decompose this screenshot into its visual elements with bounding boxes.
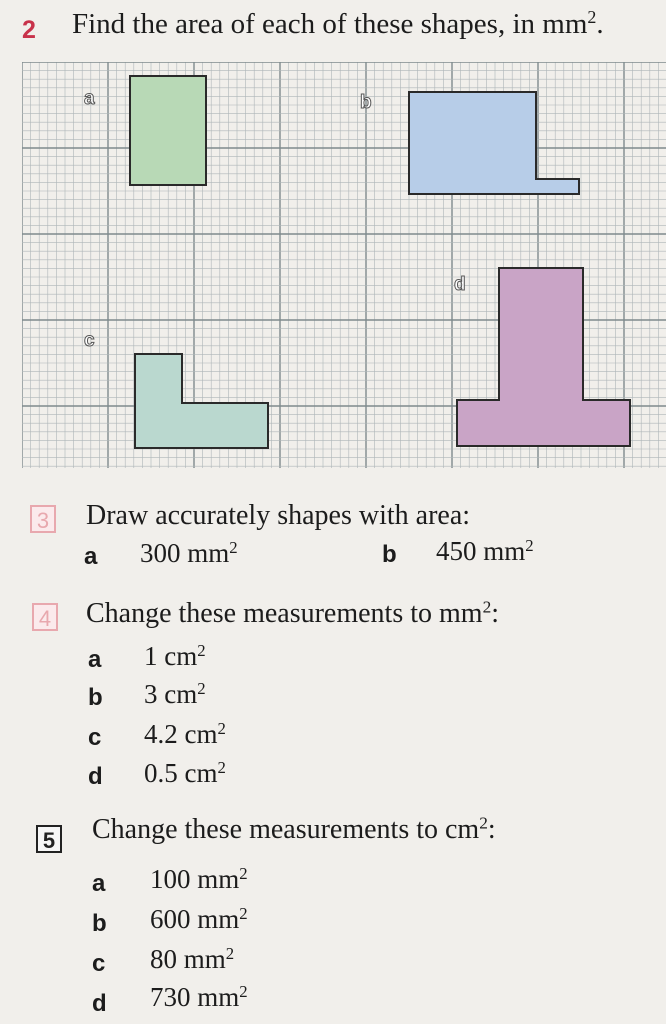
question-2-tail: . — [596, 8, 604, 40]
value-text: 80 mm — [150, 944, 226, 974]
superscript: 2 — [525, 535, 534, 555]
question-4-part-value — [144, 679, 206, 710]
graph-paper-grid — [22, 62, 666, 468]
superscript: 2 — [229, 537, 238, 557]
question-5-prompt: Change these measurements to cm — [92, 814, 480, 845]
question-5-part-value — [150, 982, 248, 1013]
superscript: 2 — [197, 678, 206, 698]
question-5-part-letter: b — [92, 910, 107, 937]
value-text: 600 mm — [150, 904, 240, 934]
question-3-part-letter: b — [382, 541, 397, 568]
shape-a — [130, 76, 206, 185]
question-4-part-value — [144, 758, 226, 789]
superscript: 2 — [239, 981, 248, 1001]
question-5-part-value — [150, 864, 248, 895]
superscript: 2 — [197, 640, 206, 660]
shape-label-c: c — [84, 330, 95, 351]
question-4-number: 4 — [32, 603, 58, 631]
question-3-part-value — [140, 538, 238, 569]
superscript: 2 — [217, 757, 226, 777]
question-4-part-letter: b — [88, 684, 103, 711]
question-5-tail: : — [487, 814, 496, 845]
value-text: 1 cm — [144, 641, 198, 671]
value-text: 4.2 cm — [144, 719, 218, 749]
shape-label-a: a — [84, 88, 95, 109]
question-2-prompt: Find the area of each of these shapes, in mm — [72, 8, 588, 40]
question-2-text — [72, 8, 604, 41]
question-5-part-value — [150, 944, 234, 975]
superscript: 2 — [479, 813, 488, 833]
question-4-text — [86, 598, 499, 630]
question-5-part-value — [150, 904, 248, 935]
question-3-text: Draw accurately shapes with area: — [86, 500, 471, 531]
value-text: 300 mm — [140, 538, 230, 568]
question-2-number: 2 — [22, 16, 36, 44]
value-text: 100 mm — [150, 864, 240, 894]
question-4-part-letter: d — [88, 763, 103, 790]
question-5-number: 5 — [36, 825, 62, 853]
superscript: 2 — [482, 597, 492, 617]
question-5-part-letter: d — [92, 990, 107, 1017]
question-4-tail: : — [491, 598, 500, 629]
superscript: 2 — [587, 7, 597, 28]
question-5-part-letter: c — [92, 950, 106, 977]
shape-label-b: b — [360, 92, 372, 113]
value-text: 3 cm — [144, 679, 198, 709]
shape-b — [409, 92, 579, 194]
superscript: 2 — [239, 863, 248, 883]
value-text: 450 mm — [436, 536, 526, 566]
question-4-part-value — [144, 719, 226, 750]
shape-c — [135, 354, 268, 448]
question-5-part-letter: a — [92, 870, 106, 897]
shape-d — [457, 268, 630, 446]
question-4-part-value — [144, 641, 206, 672]
question-3-number: 3 — [30, 505, 56, 533]
question-4-part-letter: a — [88, 646, 102, 673]
superscript: 2 — [217, 718, 226, 738]
shape-label-d: d — [454, 274, 466, 295]
value-text: 0.5 cm — [144, 758, 218, 788]
question-4-part-letter: c — [88, 724, 102, 751]
question-5-text — [92, 814, 496, 846]
question-3-part-letter: a — [84, 543, 98, 570]
superscript: 2 — [239, 903, 248, 923]
question-3-part-value — [436, 536, 534, 567]
value-text: 730 mm — [150, 982, 240, 1012]
question-4-prompt: Change these measurements to mm — [86, 598, 483, 629]
superscript: 2 — [225, 943, 235, 963]
